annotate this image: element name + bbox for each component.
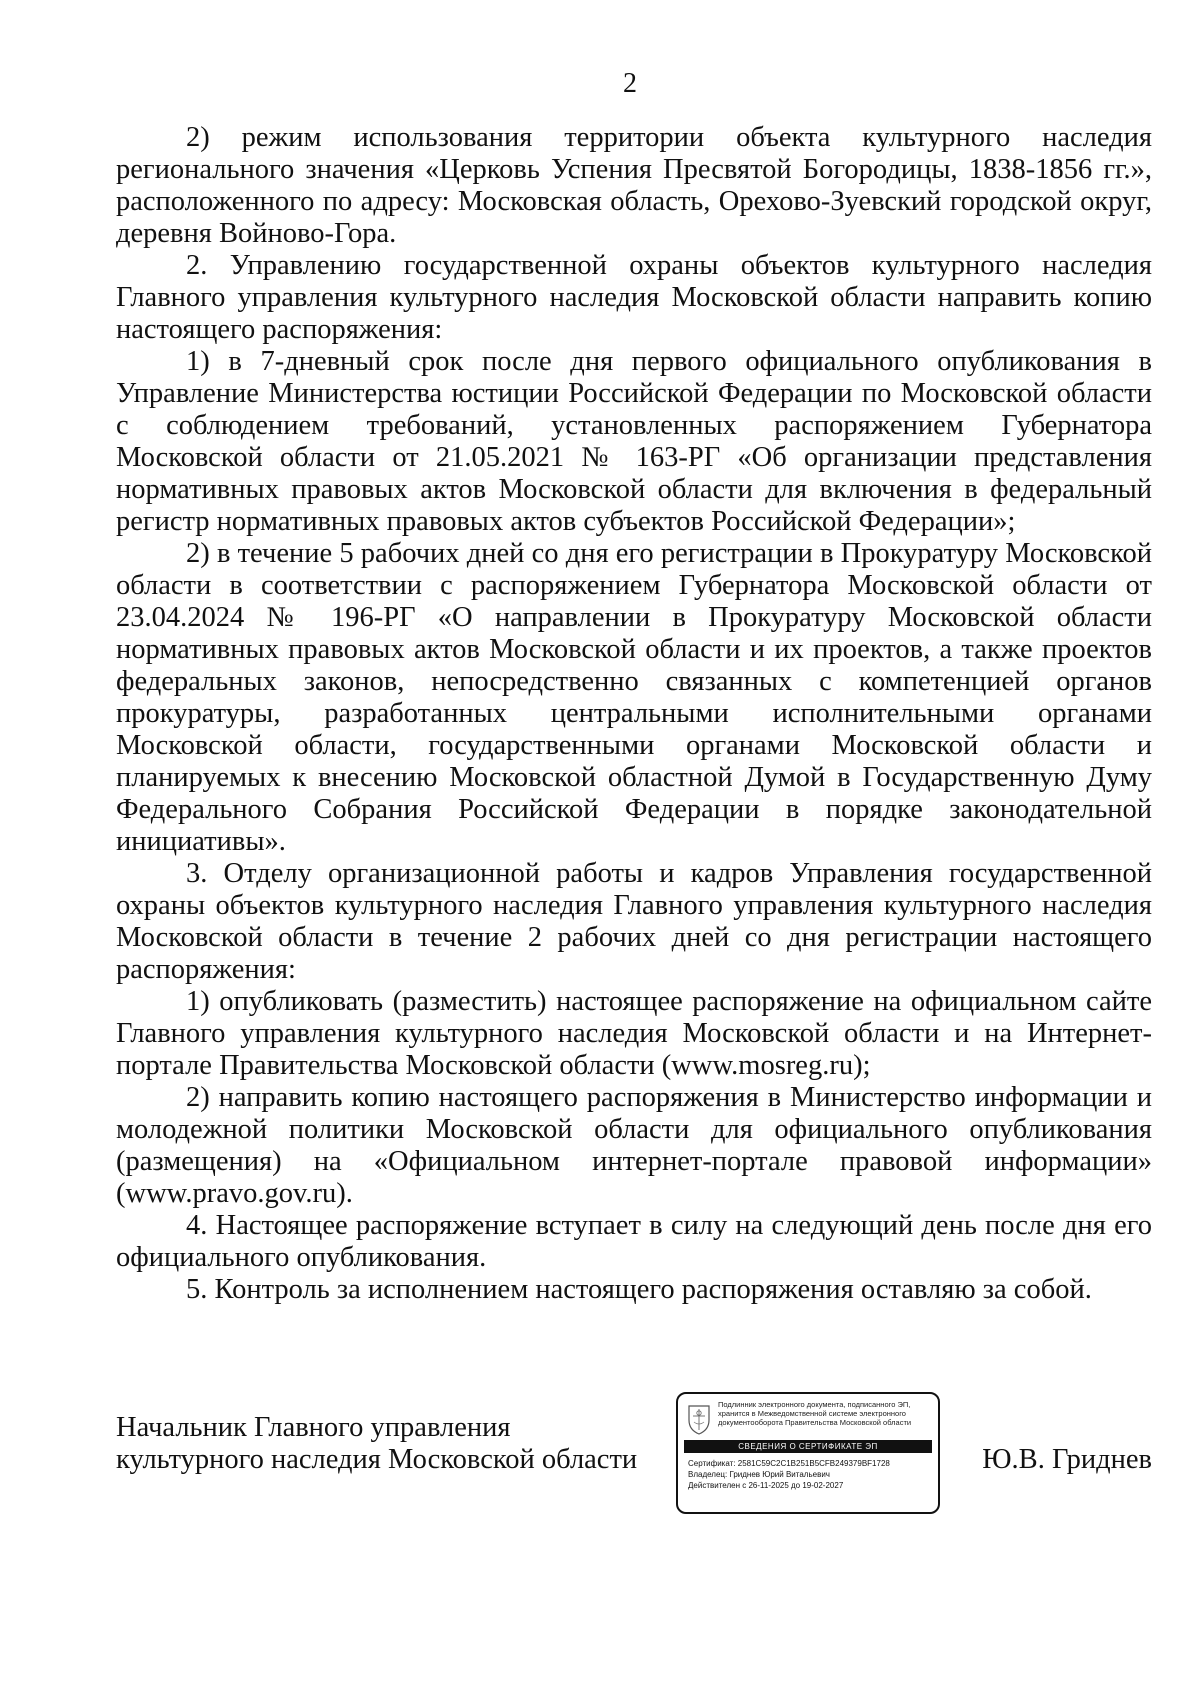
stamp-details xyxy=(688,1458,934,1491)
stamp-validity: Действителен с 26-11-2025 до 19-02-2027 xyxy=(688,1481,844,1490)
paragraph: 5. Контроль за исполнением настоящего распоряжения оставляю за собой. xyxy=(186,1274,1092,1305)
signer-position xyxy=(116,1412,637,1476)
stamp-note-line: документооборота Правительства Московской области xyxy=(718,1418,912,1427)
page-number: 2 xyxy=(623,68,637,99)
stamp-note-line: хранится в Межведомственной системе электронного xyxy=(718,1409,906,1418)
paragraph: 2) направить копию настоящего распоряжения в Министерство информации и молодежной политики Московской области для официального опубликования (размещения) на «Официальном интернет-портале правовой информации» (www.pravo.gov.ru). xyxy=(116,1082,1152,1209)
paragraph: 4. Настоящее распоряжение вступает в силу на следующий день после дня его официального опубликования. xyxy=(116,1210,1152,1273)
signer-position-line: Начальник Главного управления xyxy=(116,1412,511,1443)
signer-position-line: культурного наследия Московской области xyxy=(116,1444,638,1475)
electronic-signature-stamp xyxy=(676,1392,940,1514)
signature-block xyxy=(116,1400,1152,1532)
document-body xyxy=(116,122,1152,1306)
paragraph: 2) режим использования территории объекта культурного наследия регионального значения «Церковь Успения Пресвятой Богородицы, 1838-1856 гг.», расположенного по адресу: Московская область, Орехово-Зуевский городской округ, деревня Войново-Гора. xyxy=(116,122,1152,249)
paragraph: 2) в течение 5 рабочих дней со дня его регистрации в Прокуратуру Московской области в соответствии с распоряжением Губернатора Московской области от 23.04.2024 № 196-РГ «О направлении в Прокуратуру Московской области нормативных правовых актов Московской области и их проектов, а также проектов федеральных законов, непосредственно связанных с компетенцией органов прокуратуры, разработанных центральными исполнительными органами Московской области, государственными органами Московской области и планируемых к внесению Московской областной Думой в Государственную Думу Федерального Собрания Российской Федерации в порядке законодательной инициативы». xyxy=(116,538,1152,857)
stamp-header: СВЕДЕНИЯ О СЕРТИФИКАТЕ ЭП xyxy=(684,1440,932,1453)
stamp-owner: Владелец: Гриднев Юрий Витальевич xyxy=(688,1470,830,1479)
paragraph: 3. Отделу организационной работы и кадров Управления государственной охраны объектов культурного наследия Главного управления культурного наследия Московской области в течение 2 рабочих дней со дня регистрации настоящего распоряжения: xyxy=(116,858,1152,985)
paragraph: 1) опубликовать (разместить) настоящее распоряжение на официальном сайте Главного управления культурного наследия Московской области и на Интернет-портале Правительства Московской области (www.mosreg.ru); xyxy=(116,986,1152,1081)
stamp-note xyxy=(718,1400,936,1427)
paragraph: 2. Управлению государственной охраны объектов культурного наследия Главного управления культурного наследия Московской области направить копию настоящего распоряжения: xyxy=(116,250,1152,345)
stamp-note-line: Подлинник электронного документа, подписанного ЭП, xyxy=(718,1400,911,1409)
stamp-certificate: Сертификат: 2581C59C2C1B251B5CFB249379BF1728 xyxy=(688,1459,890,1468)
coat-of-arms-icon xyxy=(686,1402,712,1436)
paragraph: 1) в 7-дневный срок после дня первого официального опубликования в Управление Министерства юстиции Российской Федерации по Московской области с соблюдением требований, установленных распоряжением Губернатора Московской области от 21.05.2021 № 163-РГ «Об организации представления нормативных правовых актов Московской области для включения в федеральный регистр нормативных правовых актов субъектов Российской Федерации»; xyxy=(116,346,1152,537)
signer-name: Ю.В. Гриднев xyxy=(982,1444,1152,1475)
